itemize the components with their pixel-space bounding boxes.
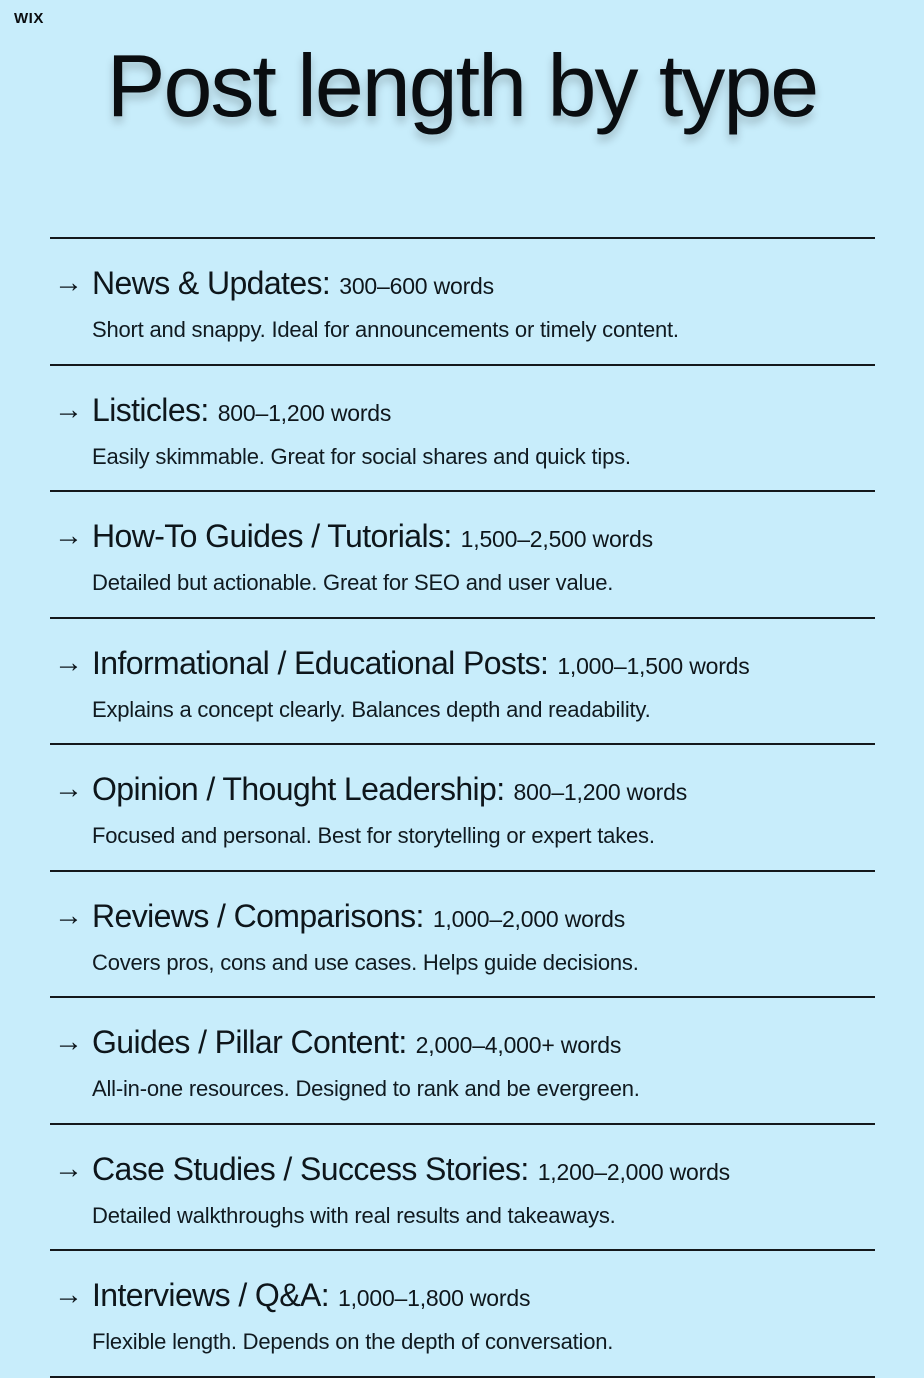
list-item-content xyxy=(92,516,875,597)
arrow-icon: → xyxy=(54,267,83,300)
list-item xyxy=(50,1251,875,1378)
item-title-line xyxy=(92,1275,875,1322)
item-heading: Opinion / Thought Leadership: xyxy=(92,771,505,808)
list-item-content xyxy=(92,1275,875,1356)
item-title-line xyxy=(92,896,875,943)
item-heading: Informational / Educational Posts: xyxy=(92,644,549,681)
arrow-icon: → xyxy=(54,646,83,679)
list-item-content xyxy=(92,1149,875,1230)
item-description: Focused and personal. Best for storytelling or expert takes. xyxy=(92,823,655,849)
list-item xyxy=(50,1125,875,1252)
item-word-range: 300–600 words xyxy=(339,273,494,300)
item-heading: Case Studies / Success Stories: xyxy=(92,1150,529,1187)
arrow-icon: → xyxy=(54,520,83,553)
item-description: Flexible length. Depends on the depth of conversation. xyxy=(92,1329,614,1355)
item-word-range: 2,000–4,000+ words xyxy=(415,1032,622,1059)
item-word-range: 1,500–2,500 words xyxy=(460,526,653,553)
list-item xyxy=(50,492,875,619)
item-heading: Guides / Pillar Content: xyxy=(92,1024,407,1061)
item-title-line xyxy=(92,390,875,437)
arrow-icon: → xyxy=(54,393,83,426)
item-word-range: 1,000–2,000 words xyxy=(432,905,626,932)
item-description: Covers pros, cons and use cases. Helps guide decisions. xyxy=(92,949,639,975)
item-description: All-in-one resources. Designed to rank and be evergreen. xyxy=(92,1076,640,1102)
list-item xyxy=(50,872,875,999)
wix-logo: WIX xyxy=(14,10,44,27)
list-item-content xyxy=(92,1022,875,1103)
item-heading: Reviews / Comparisons: xyxy=(92,897,424,934)
list-item-content xyxy=(92,643,875,724)
list-item xyxy=(50,239,875,366)
arrow-icon: → xyxy=(54,899,83,932)
item-description: Detailed but actionable. Great for SEO and user value. xyxy=(92,570,614,596)
item-description: Easily skimmable. Great for social shares and quick tips. xyxy=(92,443,631,469)
item-title-line xyxy=(92,263,875,310)
post-type-list xyxy=(50,237,875,1378)
page-title: Post length by type xyxy=(106,36,818,135)
list-item-content xyxy=(92,390,875,471)
item-word-range: 800–1,200 words xyxy=(217,399,392,426)
item-title-line xyxy=(92,1022,875,1069)
item-title-line xyxy=(92,643,875,690)
list-item xyxy=(50,366,875,493)
item-heading: News & Updates: xyxy=(92,265,331,302)
list-item xyxy=(50,619,875,746)
item-heading: Interviews / Q&A: xyxy=(92,1277,329,1314)
list-item-content xyxy=(92,263,875,344)
item-word-range: 1,000–1,500 words xyxy=(557,652,750,679)
item-heading: Listicles: xyxy=(92,391,209,428)
item-description: Explains a concept clearly. Balances depth and readability. xyxy=(92,696,651,722)
item-word-range: 800–1,200 words xyxy=(513,779,688,806)
item-heading: How-To Guides / Tutorials: xyxy=(92,518,452,555)
item-word-range: 1,000–1,800 words xyxy=(338,1285,531,1312)
arrow-icon: → xyxy=(54,1152,83,1185)
arrow-icon: → xyxy=(54,1279,83,1312)
list-item-content xyxy=(92,896,875,977)
item-title-line xyxy=(92,769,875,816)
list-item-content xyxy=(92,769,875,850)
arrow-icon: → xyxy=(54,773,83,806)
item-description: Detailed walkthroughs with real results and takeaways. xyxy=(92,1202,616,1228)
list-item xyxy=(50,745,875,872)
list-item xyxy=(50,998,875,1125)
item-word-range: 1,200–2,000 words xyxy=(537,1158,730,1185)
arrow-icon: → xyxy=(54,1026,83,1059)
item-description: Short and snappy. Ideal for announcements or timely content. xyxy=(92,317,679,343)
item-title-line xyxy=(92,516,875,563)
item-title-line xyxy=(92,1149,875,1196)
